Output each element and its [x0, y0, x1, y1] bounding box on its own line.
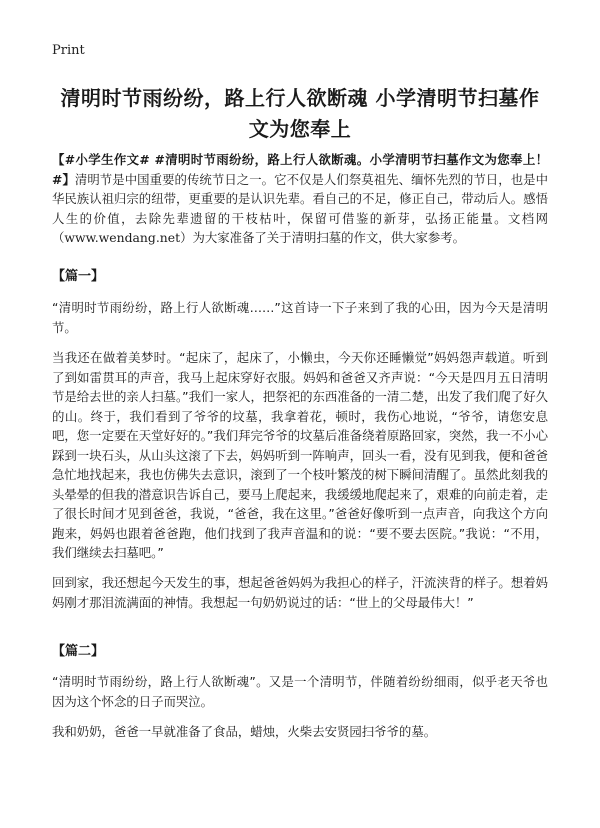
section-1-paragraph-3: 回到家，我还想起今天发生的事，想起爸爸妈妈为我担心的样子，汗流浃背的样子。想着妈妈刚才那泪流满面的神情。我想起一句奶奶说过的话：“世上的父母最伟大！”	[52, 575, 548, 610]
article-intro	[52, 150, 548, 248]
print-link[interactable]: Print	[52, 43, 85, 58]
section-2-paragraph-1: “清明时节雨纷纷，路上行人欲断魂”。又是一个清明节，伴随着纷纷细雨，似乎老天爷也因为这个怀念的日子而哭泣。	[52, 674, 548, 709]
intro-body: 清明节是中国重要的传统节日之一。它不仅是人们祭莫祖先、缅怀先烈的节日，也是中华民族认祖归宗的纽带，更重要的是认识先辈。看自己的不足，修正自己，带动后人。感悟人生的价值，去除先辈遗留的干枝枯叶，保留可借鉴的新芽，弘扬正能量。文档网（	[52, 171, 549, 245]
intro-tail: ）为大家准备了关于清明扫墓的作文，供大家参考。	[180, 230, 466, 245]
section-1-paragraph-1: “清明时节雨纷纷，路上行人欲断魂……”这首诗一下子来到了我的心田，因为今天是清明节。	[52, 300, 548, 335]
intro-lead: 【#小学生作文# #清明时节雨纷纷，路上行人欲断魂。小学清明节扫墓作文为您奉上！ #】	[52, 152, 548, 187]
section-1-paragraph-2: 当我还在做着美梦时。“起床了，起床了，小懒虫，今天你还睡懒觉”妈妈怨声载道。听到了到如雷贯耳的声音，我马上起床穿好衣服。妈妈和爸爸又齐声说：“今天是四月五日清明节是给去世的亲人扫墓。”我们一家人，把祭祀的东西准备的一清二楚，出发了我们爬了好久的山。终于，我们看到了爷爷的坟墓，我拿着花，顿时，我伤心地说，“爷爷，请您安息吧，您一定要在天堂好好的。”我们拜完爷爷的坟墓后准备绕着原路回家，突然，我一不小心踩到一块石头，从山头这滚了下去，妈妈听到一阵响声，回头一看，没有见到我，便和爸爸急忙地找起来，我也仿佛失去意识，滚到了一个枝叶繁茂的树下瞬间清醒了。虽然此刻我的头晕晕的但我的潜意识告诉自己，要马上爬起来，我缓缓地爬起来了，艰难的向前走着，走了很长时间才见到爸爸，我说，“爸爸，我在这里。”爸爸好像听到一点声音，向我这个方向跑来，妈妈也跟着爸爸跑，他们找到了我声音温和的说：“要不要去医院。”我说：“不用，我们继续去扫墓吧。”	[52, 350, 548, 560]
intro-url: www.wendang.net	[64, 230, 181, 245]
section-2-paragraph-2: 我和奶奶，爸爸一早就准备了食品，蜡烛，火柴去安贤园扫爷爷的墓。	[52, 724, 437, 739]
article-title: 清明时节雨纷纷，路上行人欲断魂 小学清明节扫墓作文为您奉上	[60, 86, 540, 141]
section-heading-1: 【篇一】	[52, 269, 105, 284]
section-heading-2: 【篇二】	[52, 644, 105, 659]
